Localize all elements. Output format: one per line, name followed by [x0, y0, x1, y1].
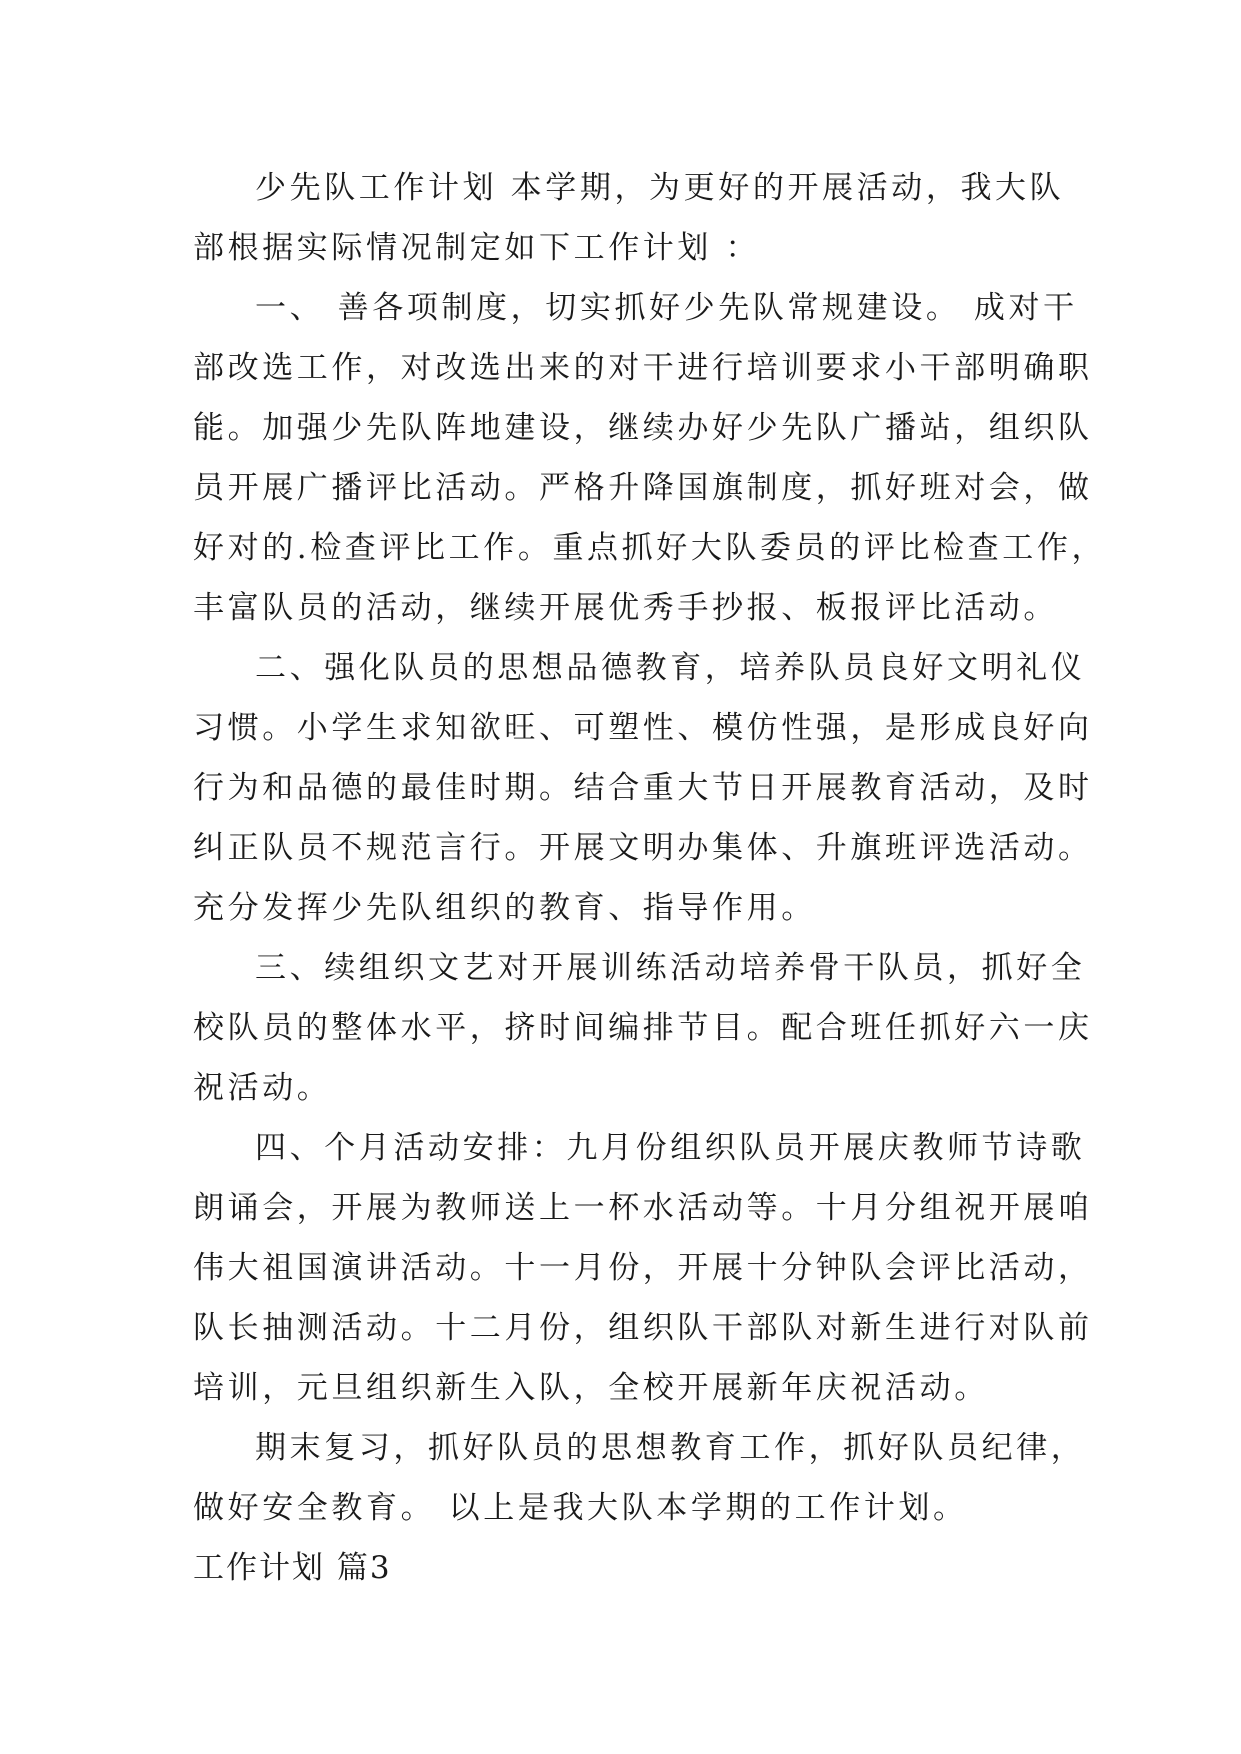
text-line: 做好安全教育。 以上是我大队本学期的工作计划。 [193, 1490, 968, 1526]
document-body [193, 158, 1107, 1598]
text-line: 少先队工作计划 本学期，为更好的开展活动，我大队 [255, 170, 1065, 206]
text-line: 二、强化队员的思想品德教育，培养队员良好文明礼仪 [255, 650, 1086, 686]
text-line: 纠正队员不规范言行。开展文明办集体、升旗班评选活动。 [193, 830, 1093, 866]
text-line: 祝活动。 [193, 1070, 332, 1106]
text-line: 伟大祖国演讲活动。十一月份，开展十分钟队会评比活动， [193, 1250, 1093, 1286]
text-line: 四、个月活动安排：九月份组织队员开展庆教师节诗歌 [255, 1130, 1086, 1166]
text-line: 部改选工作，对改选出来的对干进行培训要求小干部明确职 [193, 350, 1093, 386]
text-line: 朗诵会，开展为教师送上一杯水活动等。十月分组祝开展咱 [193, 1190, 1093, 1226]
text-line: 丰富队员的活动，继续开展优秀手抄报、板报评比活动。 [193, 590, 1058, 626]
text-line: 培训，元旦组织新生入队，全校开展新年庆祝活动。 [193, 1370, 989, 1406]
text-line: 期末复习，抓好队员的思想教育工作，抓好队员纪律， [255, 1430, 1086, 1466]
text-line: 员开展广播评比活动。严格升降国旗制度，抓好班对会，做 [193, 470, 1093, 506]
text-line: 部根据实际情况制定如下工作计划 ： [193, 230, 761, 266]
text-line: 三、续组织文艺对开展训练活动培养骨干队员，抓好全 [255, 950, 1086, 986]
text-line: 充分发挥少先队组织的教育、指导作用。 [193, 890, 816, 926]
text-line: 能。加强少先队阵地建设，继续办好少先队广播站，组织队 [193, 410, 1093, 446]
text-line: 行为和品德的最佳时期。结合重大节日开展教育活动，及时 [193, 770, 1093, 806]
section-heading: 工作计划 篇3 [193, 1550, 392, 1586]
text-line: 校队员的整体水平，挤时间编排节目。配合班任抓好六一庆 [193, 1010, 1093, 1046]
text-line: 好对的.检查评比工作。重点抓好大队委员的评比检查工作， [193, 530, 1107, 566]
text-line: 一、 善各项制度，切实抓好少先队常规建设。 成对干 [255, 290, 1078, 326]
text-line: 习惯。小学生求知欲旺、可塑性、模仿性强，是形成良好向 [193, 710, 1093, 746]
text-line: 队长抽测活动。十二月份，组织队干部队对新生进行对队前 [193, 1310, 1093, 1346]
